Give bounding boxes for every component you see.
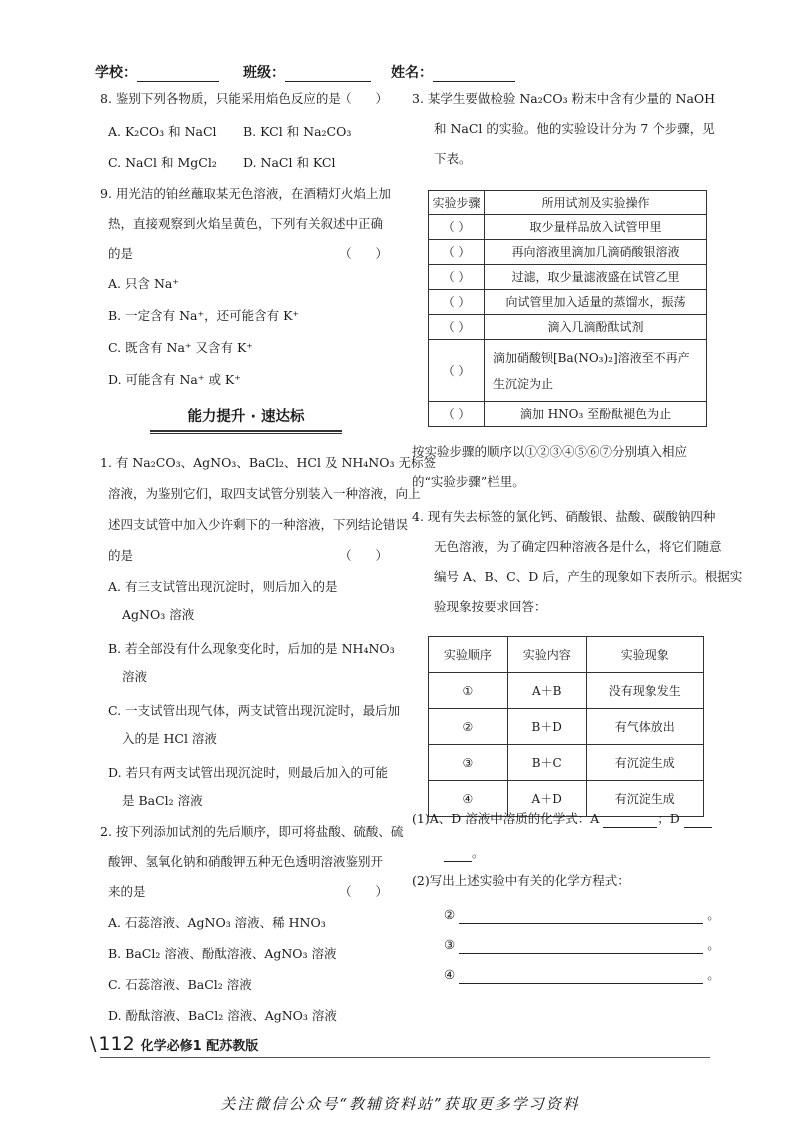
p3-step-cell[interactable]: （ ）	[429, 215, 485, 240]
q9-line2: 热，直接观察到火焰呈黄色，下列有关叙述中正确	[108, 216, 384, 231]
p3-operation-cell: 过滤，取少量滤液盛在试管乙里	[485, 265, 707, 290]
p4-sub1-row	[412, 810, 712, 828]
p1-line3: 述四支试管中加入少许剩下的一种溶液，下列结论错误	[108, 517, 409, 532]
p4-result-cell: 有沉淀生成	[586, 781, 703, 817]
section-title-underline	[150, 430, 342, 434]
p4-header-order: 实验顺序	[429, 637, 508, 673]
p3-step-cell[interactable]: （ ）	[429, 315, 485, 340]
p2-line3: 来的是	[108, 884, 146, 899]
equation-blank-3[interactable]	[459, 940, 703, 954]
p3-operation-cell: 取少量样品放入试管甲里	[485, 215, 707, 240]
p4-results-table	[428, 636, 704, 817]
p2-answer-paren[interactable]: （ ）	[339, 884, 388, 899]
book-title: 化学必修1 配苏教版	[140, 1039, 259, 1054]
p4-result-cell: 有沉淀生成	[586, 745, 703, 781]
p4-header-content: 实验内容	[507, 637, 586, 673]
p4-content-cell: A＋D	[507, 781, 586, 817]
p4-line2: 无色溶液，为了确定四种溶液各是什么，将它们随意	[434, 539, 722, 554]
footer-divider	[100, 1057, 710, 1058]
p2-option-b: B. BaCl₂ 溶液、酚酞溶液、AgNO₃ 溶液	[108, 946, 337, 961]
school-blank[interactable]	[137, 66, 219, 82]
p4-sub1-end: 。	[472, 845, 485, 860]
eq3-label: ③	[444, 937, 456, 952]
q9-option-b: B. 一定含有 Na⁺，还可能含有 K⁺	[108, 308, 300, 323]
section-title-text: 能力提升 · 速达标	[187, 409, 305, 425]
p1-option-b-line1: B. 若全部没有什么现象变化时，后加的是 NH₄NO₃	[108, 641, 395, 656]
p4-sub1-label-d: ；D	[657, 811, 680, 826]
class-blank[interactable]	[285, 66, 371, 82]
q8-answer-paren[interactable]: （ ）	[339, 91, 388, 106]
table-row	[429, 709, 704, 745]
p1-line4: 的是	[108, 548, 134, 563]
p2-line2: 酸钾、氢氧化钠和硝酸钾五种无色透明溶液鉴别开	[108, 854, 384, 869]
p4-order-cell: ④	[429, 781, 508, 817]
q8-option-b: B. KCl 和 Na₂CO₃	[243, 124, 352, 139]
p1-option-c-line1: C. 一支试管出现气体，两支试管出现沉淀时，最后加	[108, 703, 401, 718]
p4-sub1-label-a: (1)A、D 溶液中溶质的化学式：A	[412, 811, 600, 826]
p1-answer-paren[interactable]: （ ）	[339, 548, 388, 563]
p4-sub1-continuation	[444, 844, 485, 862]
p3-step-cell[interactable]: （ ）	[429, 340, 485, 402]
class-field[interactable]	[243, 62, 371, 82]
p4-content-cell: B＋D	[507, 709, 586, 745]
equation-blank-4[interactable]	[459, 970, 703, 984]
p1-option-b-line2: 溶液	[122, 669, 148, 684]
eq3-end: 。	[707, 937, 720, 952]
equation-row-2	[444, 906, 720, 924]
p3-operation-cell: 再向溶液里滴加几滴硝酸银溶液	[485, 240, 707, 265]
q9-line3: 的是	[108, 246, 134, 261]
p3-steps-table	[428, 190, 707, 427]
eq4-label: ④	[444, 967, 456, 982]
p4-order-cell: ③	[429, 745, 508, 781]
p4-line1: 4. 现有失去标签的氯化钙、硝酸银、盐酸、碳酸钠四种	[412, 509, 716, 524]
p4-content-cell: A＋B	[507, 673, 586, 709]
q9-option-a: A. 只含 Na⁺	[108, 276, 179, 291]
equation-blank-2[interactable]	[459, 910, 703, 924]
name-label: 姓名：	[391, 65, 433, 81]
p3-after-line2: 的“实验步骤”栏里。	[412, 474, 525, 489]
eq2-end: 。	[707, 907, 720, 922]
p4-order-cell: ①	[429, 673, 508, 709]
page-number: 112	[98, 1033, 135, 1055]
table-row	[429, 290, 707, 315]
class-label: 班级：	[243, 65, 285, 81]
p4-line3: 编号 A、B、C、D 后，产生的现象如下表所示。根据实	[434, 569, 743, 584]
section-title	[100, 408, 392, 426]
p3-operation-cell: 向试管里加入适量的蒸馏水，振荡	[485, 290, 707, 315]
p1-option-a-line2: AgNO₃ 溶液	[122, 607, 195, 622]
table-row	[429, 240, 707, 265]
q8-stem: 8. 鉴别下列各物质，只能采用焰色反应的是	[100, 91, 341, 106]
p2-option-d: D. 酚酞溶液、BaCl₂ 溶液、AgNO₃ 溶液	[108, 1008, 337, 1023]
answer-blank-a[interactable]	[603, 814, 657, 828]
p4-result-cell: 有气体放出	[586, 709, 703, 745]
p3-line2: 和 NaCl 的实验。他的实验设计分为 7 个步骤，见	[434, 121, 715, 136]
p3-table-header-row	[429, 191, 707, 215]
table-row	[429, 265, 707, 290]
p1-option-d-line2: 是 BaCl₂ 溶液	[122, 793, 203, 808]
q9-line1: 9. 用光洁的铂丝蘸取某无色溶液，在酒精灯火焰上加	[100, 186, 391, 201]
table-row	[429, 340, 707, 402]
q9-answer-paren[interactable]: （ ）	[339, 246, 388, 261]
p3-after-line1: 按实验步骤的顺序以①②③④⑤⑥⑦分别填入相应	[412, 444, 688, 459]
p3-line3: 下表。	[434, 151, 472, 166]
p4-line4: 验现象按要求回答：	[434, 599, 547, 614]
p3-step-cell[interactable]: （ ）	[429, 402, 485, 427]
p3-step-cell[interactable]: （ ）	[429, 265, 485, 290]
p4-content-cell: B＋C	[507, 745, 586, 781]
eq4-end: 。	[707, 967, 720, 982]
p1-option-a-line1: A. 有三支试管出现沉淀时，则后加入的是	[108, 579, 338, 594]
equation-row-3	[444, 936, 720, 954]
p2-option-c: C. 石蕊溶液、BaCl₂ 溶液	[108, 977, 252, 992]
q9-option-d: D. 可能含有 Na⁺ 或 K⁺	[108, 372, 241, 387]
equation-row-4	[444, 966, 720, 984]
p1-line1: 1. 有 Na₂CO₃、AgNO₃、BaCl₂、HCl 及 NH₄NO₃ 无标签	[100, 455, 436, 470]
footer-slash-icon: \	[90, 1033, 97, 1055]
p3-step-cell[interactable]: （ ）	[429, 240, 485, 265]
p3-header-step: 实验步骤	[429, 191, 485, 215]
p2-line1: 2. 按下列添加试剂的先后顺序，即可将盐酸、硫酸、硫	[100, 824, 404, 839]
p3-operation-cell: 滴加硝酸钡[Ba(NO₃)₂]溶液至不再产生沉淀为止	[485, 340, 707, 402]
eq2-label: ②	[444, 907, 456, 922]
p1-line2: 溶液，为鉴别它们，取四支试管分别装入一种溶液，向上	[108, 486, 421, 501]
p4-sub2-label: (2)写出上述实验中有关的化学方程式：	[412, 873, 630, 888]
table-row	[429, 215, 707, 240]
table-row	[429, 402, 707, 427]
school-label: 学校：	[95, 65, 137, 81]
q8-option-d: D. NaCl 和 KCl	[243, 155, 336, 170]
p2-option-a: A. 石蕊溶液、AgNO₃ 溶液、稀 HNO₃	[108, 915, 326, 930]
answer-blank-d[interactable]	[684, 814, 712, 828]
p1-option-d-line1: D. 若只有两支试管出现沉淀时，则最后加入的可能	[108, 765, 389, 780]
p3-step-cell[interactable]: （ ）	[429, 290, 485, 315]
p4-order-cell: ②	[429, 709, 508, 745]
p3-line1: 3. 某学生要做检验 Na₂CO₃ 粉末中含有少量的 NaOH	[412, 91, 716, 106]
table-row	[429, 315, 707, 340]
p3-header-operation: 所用试剂及实验操作	[485, 191, 707, 215]
p4-result-cell: 没有现象发生	[586, 673, 703, 709]
school-field[interactable]	[95, 62, 219, 82]
p3-operation-cell: 滴加 HNO₃ 至酚酞褪色为止	[485, 402, 707, 427]
table-row	[429, 673, 704, 709]
q9-option-c: C. 既含有 Na⁺ 又含有 K⁺	[108, 340, 253, 355]
name-blank[interactable]	[433, 66, 515, 82]
q8-option-c: C. NaCl 和 MgCl₂	[108, 155, 217, 170]
q8-option-a: A. K₂CO₃ 和 NaCl	[108, 124, 217, 139]
p3-operation-cell: 滴入几滴酚酞试剂	[485, 315, 707, 340]
name-field[interactable]	[391, 62, 515, 82]
p1-option-c-line2: 入的是 HCl 溶液	[122, 731, 217, 746]
answer-blank-d-cont[interactable]	[444, 848, 472, 862]
p4-header-result: 实验现象	[586, 637, 703, 673]
table-row	[429, 745, 704, 781]
handwritten-note: 关注微信公众号“教辅资料站”获取更多学习资料	[220, 1095, 580, 1113]
page-footer	[90, 1033, 258, 1055]
p4-table-header-row	[429, 637, 704, 673]
